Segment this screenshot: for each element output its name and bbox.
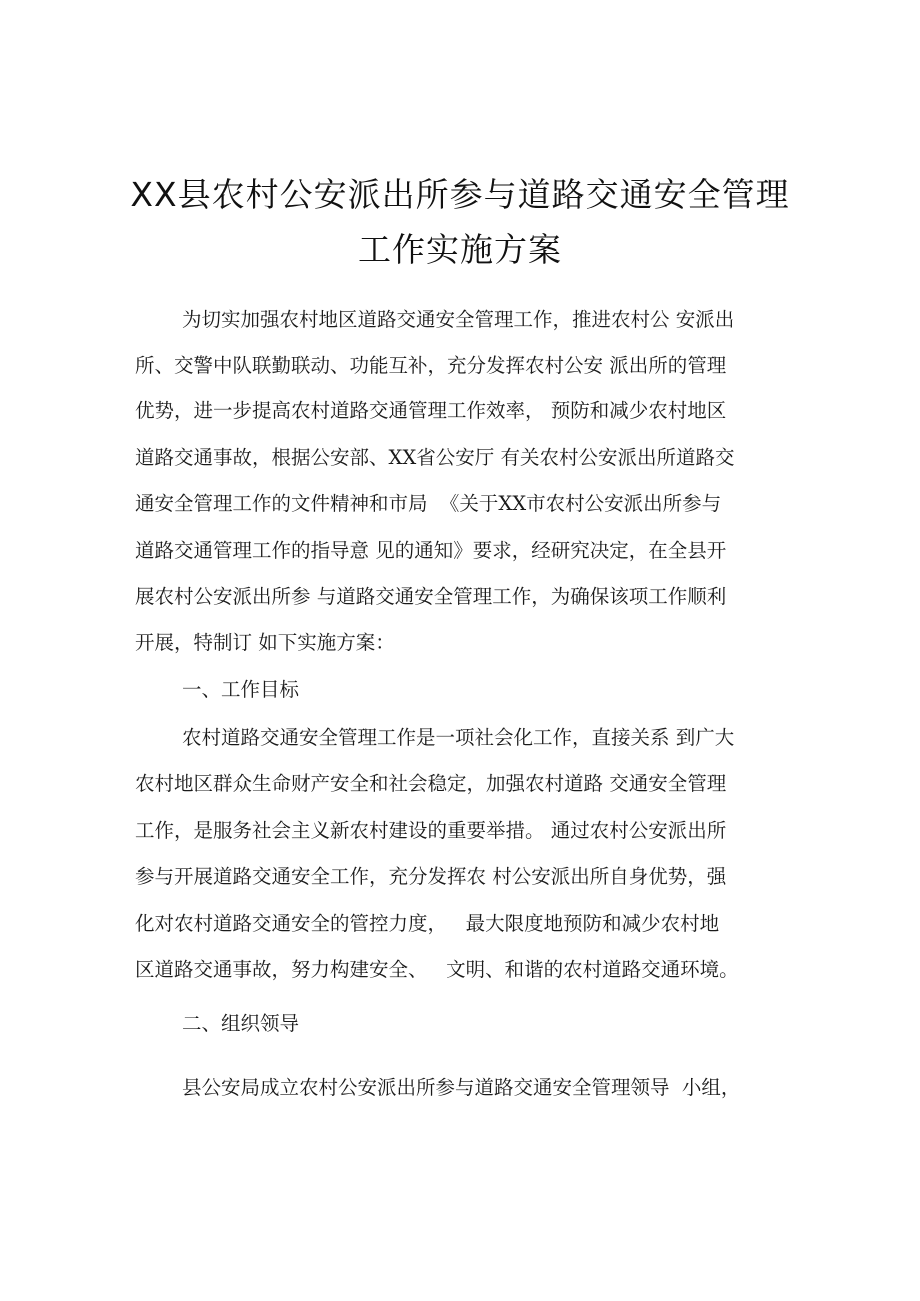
document-title-line-2: 工作实施方案 <box>358 230 562 269</box>
paragraph-line: 为切实加强农村地区道路交通安全管理工作，推进农村公 安派出 <box>182 308 735 331</box>
paragraph-line: 参与开展道路交通安全工作，充分发挥农 村公安派出所自身优势，强 <box>135 865 727 888</box>
section-heading: 二、组织领导 <box>182 1012 300 1035</box>
paragraph-line: 优势，进一步提高农村道路交通管理工作效率， 预防和减少农村地区 <box>135 399 727 422</box>
paragraph-line: 道路交通事故，根据公安部、XX省公安厅 有关农村公安派出所道路交 <box>135 446 735 469</box>
paragraph-line: 农村地区群众生命财产安全和社会稳定，加强农村道路 交通安全管理 <box>135 772 727 795</box>
paragraph-line: 通安全管理工作的文件精神和市局 《关于XX市农村公安派出所参与 <box>135 492 722 515</box>
paragraph-line: 工作，是服务社会主义新农村建设的重要举措。 通过农村公安派出所 <box>135 819 727 842</box>
paragraph-line: 开展，特制订 如下实施方案： <box>135 631 395 654</box>
section-heading: 一、工作目标 <box>182 678 300 701</box>
paragraph-line: 道路交通管理工作的指导意 见的通知》要求，经研究决定，在全县开 <box>135 539 727 562</box>
paragraph-line: 展农村公安派出所参 与道路交通安全管理工作，为确保该项工作顺利 <box>135 585 727 608</box>
paragraph-line: 区道路交通事故，努力构建安全、 文明、和谐的农村道路交通环境。 <box>135 958 739 981</box>
paragraph-line: 农村道路交通安全管理工作是一项社会化工作，直接关系 到广大 <box>182 726 735 749</box>
paragraph-line: 所、交警中队联勤联动、功能互补，充分发挥农村公安 派出所的管理 <box>135 354 727 377</box>
document-title-line-1: XX县农村公安派出所参与道路交通安全管理 <box>130 175 790 214</box>
paragraph-line: 县公安局成立农村公安派出所参与道路交通安全管理领导 小组， <box>182 1076 741 1099</box>
paragraph-line: 化对农村道路交通安全的管控力度， 最大限度地预防和减少农村地 <box>135 912 720 935</box>
